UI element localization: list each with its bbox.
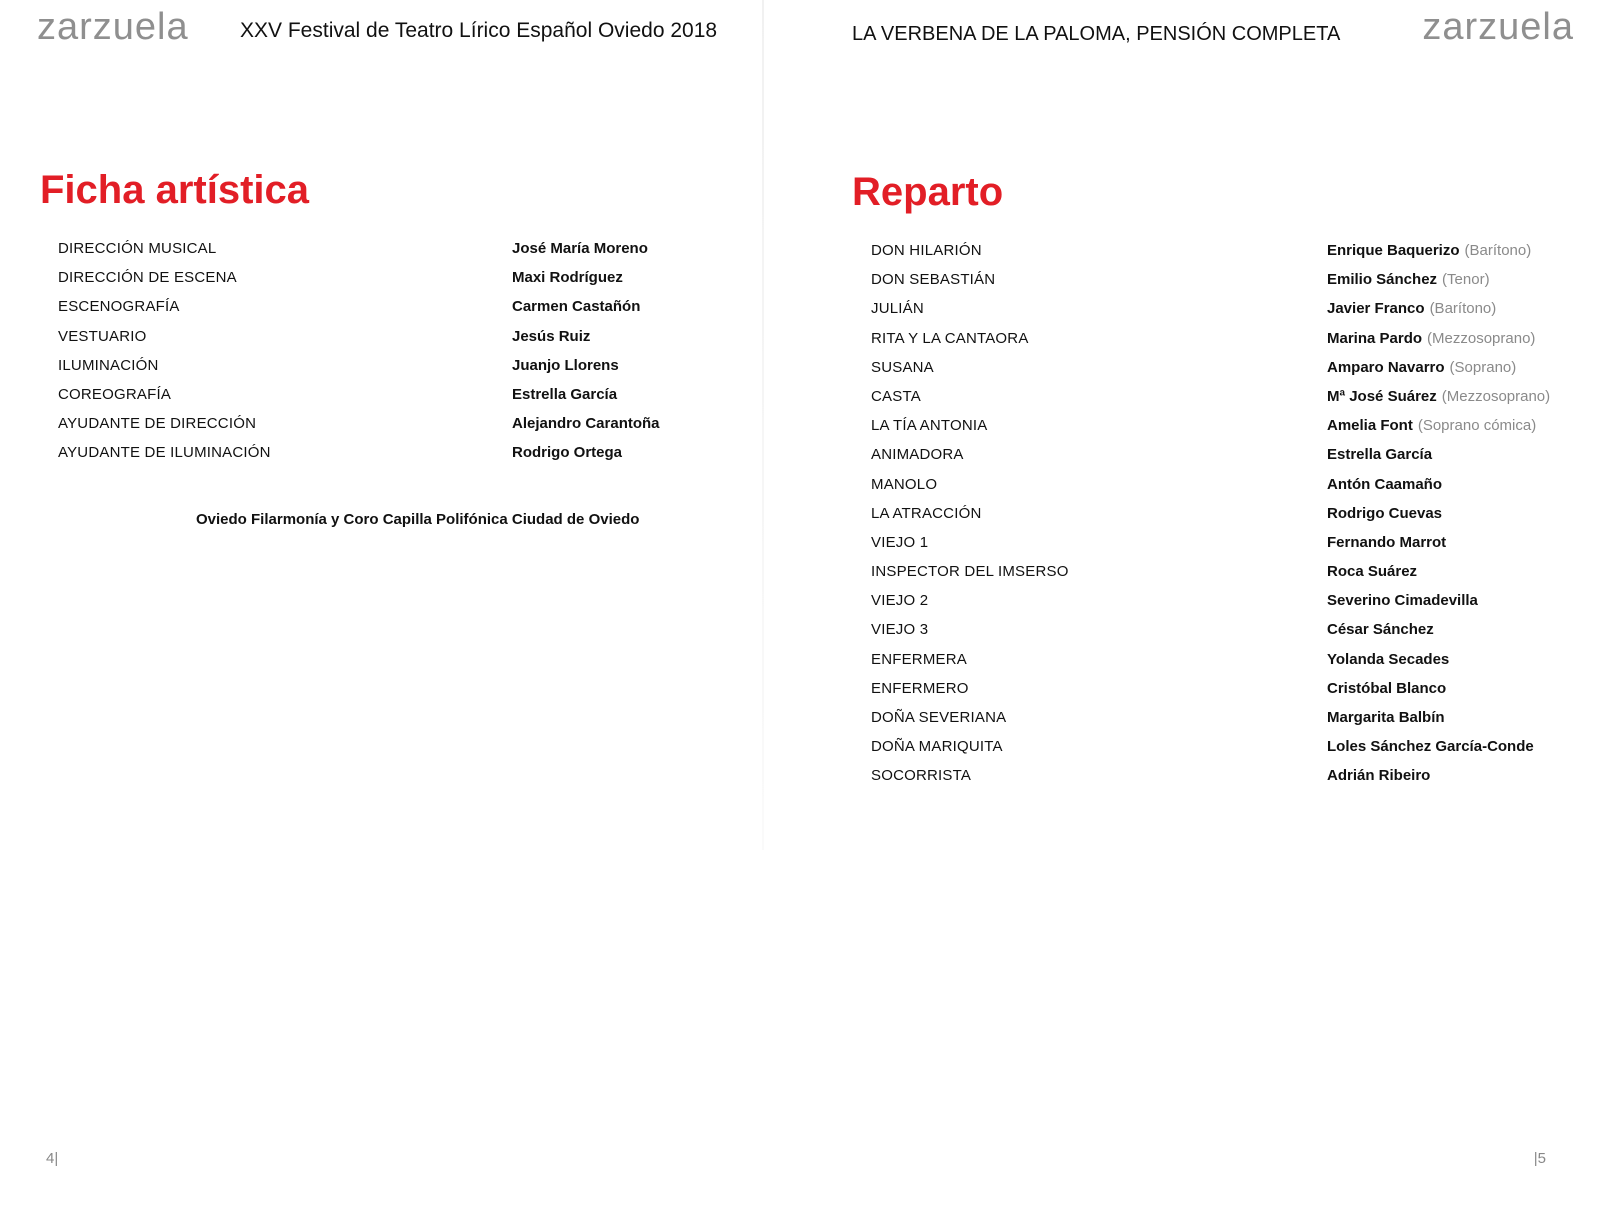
cast-role: DON SEBASTIÁN bbox=[871, 271, 996, 289]
cast-row bbox=[871, 534, 1571, 563]
performer-name: Rodrigo Cuevas bbox=[1327, 504, 1443, 522]
cast-role: VIEJO 2 bbox=[871, 592, 929, 610]
brand-logo-left: zarzuela bbox=[37, 6, 189, 48]
performer-name: Estrella García bbox=[1327, 446, 1433, 464]
credit-role: AYUDANTE DE ILUMINACIÓN bbox=[58, 444, 271, 462]
cast-name bbox=[1327, 359, 1516, 376]
festival-header: XXV Festival de Teatro Lírico Español Oviedo 2018 bbox=[240, 19, 718, 42]
cast-row bbox=[871, 417, 1571, 446]
voice-type: (Mezzosoprano) bbox=[1441, 387, 1551, 405]
cast-name bbox=[1327, 709, 1445, 726]
cast-role: DON HILARIÓN bbox=[871, 242, 982, 259]
cast-row bbox=[871, 738, 1571, 767]
performer-name: César Sánchez bbox=[1327, 621, 1434, 639]
page-number-right: |5 bbox=[1533, 1150, 1546, 1167]
credit-row bbox=[58, 269, 758, 298]
credit-role: VESTUARIO bbox=[58, 327, 147, 345]
ficha-artistica-title: Ficha artística bbox=[40, 168, 310, 212]
cast-name bbox=[1327, 563, 1417, 580]
performer-name: Margarita Balbín bbox=[1327, 709, 1445, 726]
reparto-title: Reparto bbox=[852, 170, 1004, 214]
credit-row bbox=[58, 298, 758, 327]
performer-name: Cristóbal Blanco bbox=[1327, 679, 1447, 697]
credit-name: José María Moreno bbox=[512, 240, 648, 257]
ensemble-note: Oviedo Filarmonía y Coro Capilla Polifónica Ciudad de Oviedo bbox=[196, 511, 640, 528]
credit-name: Carmen Castañón bbox=[512, 298, 641, 316]
cast-name bbox=[1327, 621, 1434, 638]
credit-role: COREOGRAFÍA bbox=[58, 385, 172, 403]
right-page bbox=[800, 0, 1600, 1205]
cast-role: VIEJO 1 bbox=[871, 533, 929, 551]
cast-role: INSPECTOR DEL IMSERSO bbox=[871, 563, 1069, 581]
cast-role: DOÑA MARIQUITA bbox=[871, 738, 1003, 756]
cast-row bbox=[871, 359, 1571, 388]
performer-name: Adrián Ribeiro bbox=[1327, 767, 1431, 785]
cast-row bbox=[871, 476, 1571, 505]
performer-name: Loles Sánchez García-Conde bbox=[1327, 738, 1534, 756]
credit-row bbox=[58, 328, 758, 357]
page-gutter bbox=[762, 0, 764, 850]
credit-row bbox=[58, 386, 758, 415]
performer-name: Emilio Sánchez bbox=[1327, 271, 1438, 289]
voice-type: (Barítono) bbox=[1429, 300, 1497, 318]
cast-role: ENFERMERO bbox=[871, 679, 969, 697]
cast-row bbox=[871, 651, 1571, 680]
cast-name bbox=[1327, 505, 1442, 522]
credit-role: DIRECCIÓN MUSICAL bbox=[58, 240, 217, 257]
credit-row bbox=[58, 357, 758, 386]
cast-row bbox=[871, 388, 1571, 417]
cast-role: CASTA bbox=[871, 387, 921, 405]
performer-name: Enrique Baquerizo bbox=[1327, 242, 1460, 259]
cast-name bbox=[1327, 300, 1496, 317]
cast-role: DOÑA SEVERIANA bbox=[871, 709, 1007, 726]
credit-name: Alejandro Carantoña bbox=[512, 415, 660, 433]
cast-role: RITA Y LA CANTAORA bbox=[871, 329, 1029, 347]
voice-type: (Barítono) bbox=[1464, 242, 1532, 259]
performer-name: Javier Franco bbox=[1327, 300, 1425, 318]
credit-row bbox=[58, 444, 758, 473]
credit-row bbox=[58, 415, 758, 444]
performer-name: Yolanda Secades bbox=[1327, 650, 1450, 668]
cast-row bbox=[871, 300, 1571, 329]
page-number-left: 4| bbox=[46, 1150, 59, 1167]
cast-row bbox=[871, 330, 1571, 359]
voice-type: (Soprano) bbox=[1449, 358, 1517, 376]
performer-name: Antón Caamaño bbox=[1327, 475, 1443, 493]
cast-row bbox=[871, 242, 1571, 271]
performer-name: Mª José Suárez bbox=[1327, 387, 1437, 405]
cast-role: LA ATRACCIÓN bbox=[871, 504, 982, 522]
cast-name bbox=[1327, 242, 1531, 259]
cast-name bbox=[1327, 767, 1430, 784]
cast-name bbox=[1327, 417, 1536, 434]
production-header: LA VERBENA DE LA PALOMA, PENSIÓN COMPLETA bbox=[852, 23, 1341, 45]
cast-name bbox=[1327, 476, 1442, 493]
credit-role: DIRECCIÓN DE ESCENA bbox=[58, 269, 237, 287]
cast-role: ENFERMERA bbox=[871, 650, 967, 668]
voice-type: (Tenor) bbox=[1442, 271, 1490, 289]
cast-name bbox=[1327, 388, 1550, 405]
cast-role: VIEJO 3 bbox=[871, 621, 929, 639]
credit-name: Estrella García bbox=[512, 385, 618, 403]
cast-name bbox=[1327, 592, 1478, 609]
performer-name: Roca Suárez bbox=[1327, 563, 1418, 581]
brand-logo-right: zarzuela bbox=[1422, 6, 1574, 48]
credit-row bbox=[58, 240, 758, 269]
cast-row bbox=[871, 680, 1571, 709]
voice-type: (Soprano cómica) bbox=[1417, 417, 1537, 435]
performer-name: Marina Pardo bbox=[1327, 329, 1423, 347]
cast-role: MANOLO bbox=[871, 475, 938, 493]
performer-name: Severino Cimadevilla bbox=[1327, 592, 1478, 610]
credit-role: ESCENOGRAFÍA bbox=[58, 298, 180, 316]
cast-row bbox=[871, 592, 1571, 621]
cast-row bbox=[871, 446, 1571, 475]
cast-row bbox=[871, 621, 1571, 650]
cast-role: ANIMADORA bbox=[871, 446, 964, 464]
cast-name bbox=[1327, 446, 1432, 463]
cast-name bbox=[1327, 534, 1446, 551]
cast-row bbox=[871, 709, 1571, 738]
voice-type: (Mezzosoprano) bbox=[1427, 329, 1536, 347]
performer-name: Amelia Font bbox=[1327, 417, 1413, 435]
cast-row bbox=[871, 767, 1571, 796]
credit-role: AYUDANTE DE DIRECCIÓN bbox=[58, 415, 257, 433]
cast-role: SUSANA bbox=[871, 358, 934, 376]
credit-name: Rodrigo Ortega bbox=[512, 444, 623, 462]
cast-row bbox=[871, 505, 1571, 534]
credit-name: Juanjo Llorens bbox=[512, 356, 619, 374]
cast-name bbox=[1327, 738, 1534, 755]
credit-name: Maxi Rodríguez bbox=[512, 269, 623, 287]
cast-role: SOCORRISTA bbox=[871, 767, 972, 785]
cast-row bbox=[871, 271, 1571, 300]
performer-name: Fernando Marrot bbox=[1327, 533, 1447, 551]
cast-row bbox=[871, 563, 1571, 592]
credits-list bbox=[58, 240, 758, 474]
cast-role: JULIÁN bbox=[871, 300, 924, 318]
credit-name: Jesús Ruiz bbox=[512, 327, 591, 345]
cast-name bbox=[1327, 330, 1535, 347]
performer-name: Amparo Navarro bbox=[1327, 358, 1445, 376]
cast-list bbox=[871, 242, 1571, 797]
cast-name bbox=[1327, 651, 1449, 668]
cast-role: LA TÍA ANTONIA bbox=[871, 417, 988, 435]
credit-role: ILUMINACIÓN bbox=[58, 356, 159, 374]
cast-name bbox=[1327, 680, 1446, 697]
cast-name bbox=[1327, 271, 1490, 288]
